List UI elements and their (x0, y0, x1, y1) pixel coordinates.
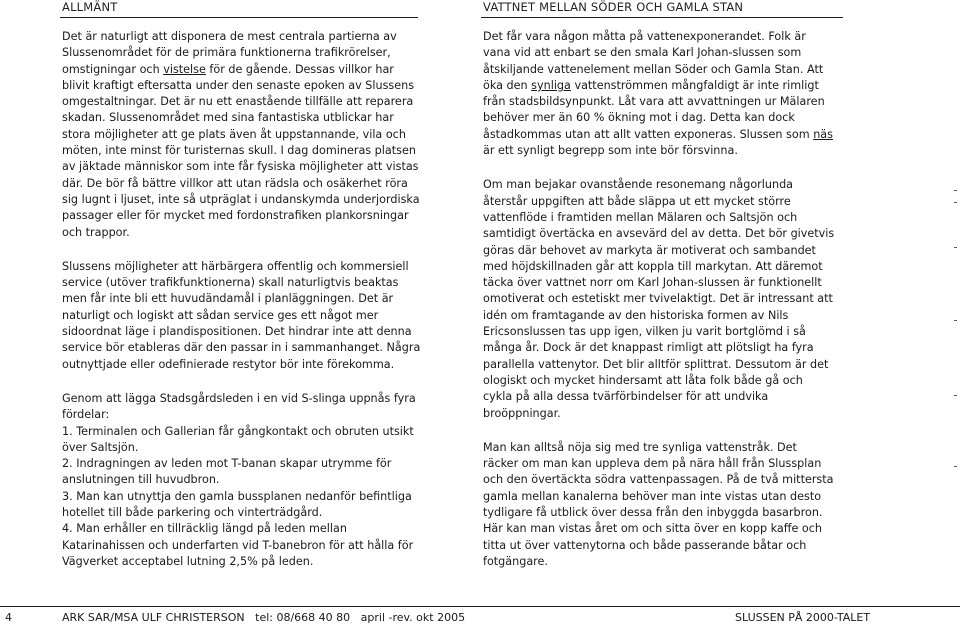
footer-rule (0, 606, 960, 607)
text-run: Det får vara någon måtta på vattenexponerandet. Folk är vana vid att enbart se den smala Karl Johan-slussen som åtskiljande vattenelement mellan Söder och Gamla Stan. Att öka den (483, 30, 824, 92)
paragraph-service: Slussens möjligheter att härbärgera offentlig och kommersiell service (utöver trafikfunktionerna) skall naturligtvis beaktas men får inte bli ett huvudändamål i planläggningen. Det är naturligt och logiskt att sådan service ges ett något mer sidoordnat läge i plandispositionen. Det hindrar inte att denna service bör etableras där den passar in i sammanhanget. Några outnyttjade eller odefinierade restytor bör inte förekomma. (62, 259, 421, 371)
list-item: 2. Indragningen av leden mot T-banan skapar utrymme för anslutningen till huvudbron. (62, 457, 392, 487)
paragraph-advantages-intro: Genom att lägga Stadsgårdsleden i en vid S-slinga uppnås fyra fördelar: (62, 391, 416, 422)
text-run: är ett synligt begrepp som inte bör försvinna. (483, 144, 738, 158)
text-run-underlined: vistelse (163, 62, 206, 76)
list-item: 3. Man kan utnyttja den gamla bussplanen nedanför befintliga hotellet till både parkering och vinterträdgård. (62, 489, 412, 520)
header-rule-left (60, 17, 418, 18)
footer-credits: ARK SAR/MSA ULF CHRISTERSON tel: 08/668 40 80 april -rev. okt 2005 (62, 611, 466, 624)
section-header-right: VATTNET MELLAN SÖDER OCH GAMLA STAN (483, 0, 744, 14)
header-rule-right (481, 17, 843, 18)
paragraph-water-flow: Om man bejakar ovanstående resonemang någorlunda återstår uppgiften att både släppa ut ett mycket större vattenflöde i framtiden mellan Mälaren och Saltsjön och samtidigt övertäcka en avsevärd del av detta. Det bör givetvis göras där behovet av markyta är motiverat och sambandet med höjdskillnaden går att koppla till markytan. Att däremot täcka över vattnet norr om Karl Johan-slussen är funktionellt omotiverat och estetiskt mer tvivelaktigt. Det är intressant att idén om framtagande av den historiska formen av Nils Ericsonslussen tas upp igen, vilken ju varit bortglömd i så många år. Dock är det knappast rimligt att plötsligt ha fyra parallella vattenytor. Det blir alltför splittrat. Dessutom är det ologiskt och mycket hindersamt att låta folk både gå och cykla på alla dessa tvärförbindelser för att undvika broöppningar. (483, 178, 835, 420)
section-header-left: ALLMÄNT (62, 0, 118, 14)
list-item: 1. Terminalen och Gallerian får gångkontakt och obruten utsikt över Saltsjön. (62, 424, 414, 454)
paragraph-pedestrians (62, 29, 422, 241)
list-item: 4. Man erhåller en tillräcklig längd på leden mellan Katarinahissen och underfarten vid T-banebron för att hålla för Vägverket acceptabel lutning 2,5% på leden. (62, 522, 414, 568)
footer-title: SLUSSEN PÅ 2000-TALET (735, 611, 871, 624)
text-run-underlined: näs (813, 127, 833, 141)
text-run: vattenströmmen mångfaldigt är inte rimligt från stadsbildsynpunkt. Låt vara att avvattningen ur Mälaren behöver mer än 60 % ökning mot i dag. Detta kan dock åstadkommas utan att allt vatten exponeras. Slussen som (483, 78, 825, 141)
text-run: Det är naturligt att disponera de mest centrala partierna av Slussenområdet för de primära funktionerna trafikrörelser, omstigningar och (62, 30, 397, 76)
left-column (62, 29, 422, 570)
page-number: 4 (5, 611, 12, 624)
paragraph-three-streams: Man kan alltså nöja sig med tre synliga vattenstråk. Det räcker om man kan uppleva dem på nära håll från Slussplan och den övertäckta södra vattenpassagen. På de två mittersta gamla mellan kanalerna behöver man inte vistas utan desto tydligare få utblick över dessa från den inbyggda basarbron. Här kan man vistas året om och sitta över en kopp kaffe och titta ut över vattenytorna och både passerande båtar och fotgängare. (483, 440, 834, 568)
text-run-underlined: synliga (531, 78, 571, 92)
paragraph-water-exposure (483, 29, 835, 159)
text-run: för de gående. Dessas villkor har blivit kraftigt eftersatta under den senaste epoken av Slussens omgestaltningar. Det är nu ett enastående tillfälle att reparera skadan. Slussenområdet med sina fantastiska utblickar har stora möjligheter att ge plats även åt uppstannande, vila och möten, inte minst för turisternas skull. I dag domineras platsen av jäktade människor som inte får fysiska möjligheter att vistas där. De bör få bättre villkor att utan rädsla och osäkerhet röra sig lugnt i ljuset, inte så utpräglat i undanskymda underjordiska passager eller för mycket med fordonstrafiken plankorsningar och trappor. (62, 62, 420, 239)
right-column (483, 29, 835, 570)
